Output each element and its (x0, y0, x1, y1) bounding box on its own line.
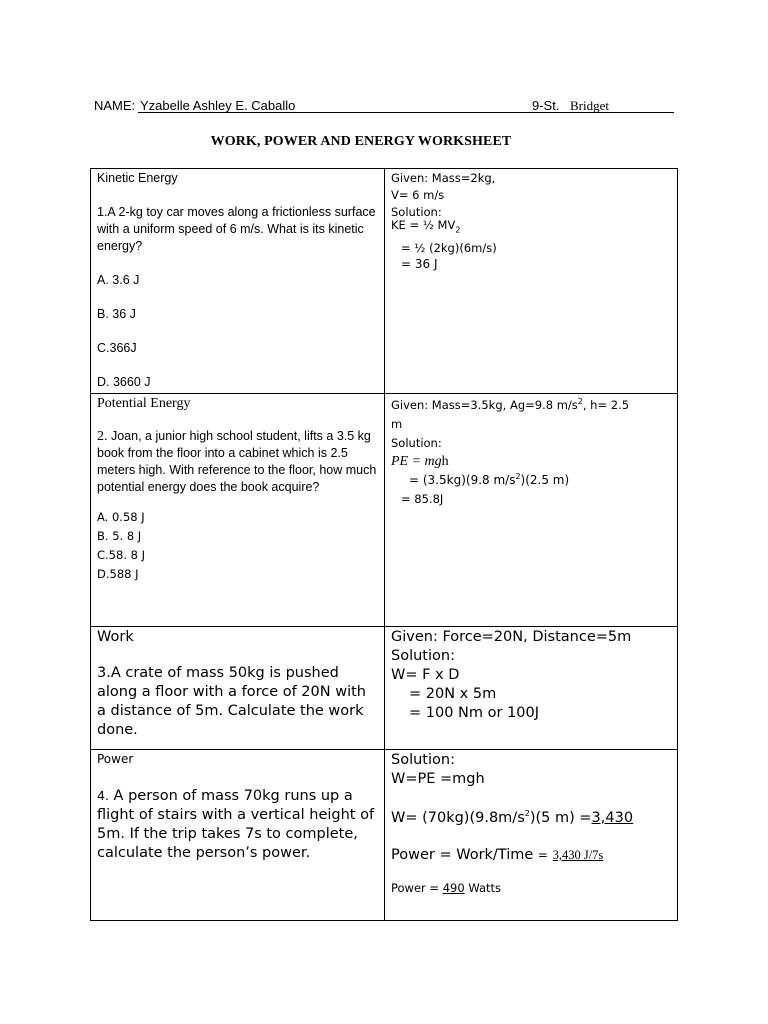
question-text: 1.A 2-kg toy car moves along a frictionless surface with a uniform speed of 6 m/s. What is its kinetic energy? (97, 205, 376, 253)
given-line: Given: Force=20N, Distance=5m (391, 629, 632, 645)
question-text: 2. Joan, a junior high school student, lifts a 3.5 kg book from the floor into a cabinet which is 2.5 meters high. With reference to the floor, how much potential energy does the book acquire? (97, 429, 377, 494)
question-text: 3.A crate of mass 50kg is pushed along a floor with a force of 20N with a distance of 5m. Calculate the work done. (97, 665, 366, 738)
question-cell (91, 750, 385, 921)
table-row (91, 394, 678, 627)
topic-label: Potential Energy (97, 396, 191, 411)
option-b: B. 36 J (97, 307, 136, 321)
option-list (97, 508, 378, 584)
worksheet-title: WORK, POWER AND ENERGY WORKSHEET (210, 134, 512, 149)
topic-label: Work (97, 629, 134, 645)
work-calculation: $W= (70kg)(9.8m/s^2)(5$ m) =3,430 (391, 809, 634, 826)
answer-cell (385, 627, 678, 750)
option-d: D. 3660 J (97, 375, 151, 389)
option-c: C.366J (97, 341, 137, 355)
power-calculation: Power = Work/Time = 3,430 J/7s (391, 847, 604, 863)
solution-step: = 85.8J (401, 492, 444, 506)
option-c: C.58. 8 J (97, 548, 145, 562)
worksheet-table (90, 168, 678, 921)
solution-step: = 100 Nm or 100J (409, 705, 540, 721)
formula-line: W= F x D (391, 667, 460, 683)
section-field (566, 98, 674, 113)
name-value: Yzabelle Ashley E. Caballo (140, 98, 296, 113)
option-a: A. 3.6 J (97, 273, 140, 287)
solution-label: Solution: (391, 752, 455, 768)
given-line: Given: Mass=2kg, (391, 171, 496, 185)
solution-step: = (3.5kg)(9.8 $m/s^2)(2.5$ m) (409, 472, 570, 487)
topic-label: Power (97, 752, 134, 766)
answer-cell (385, 169, 678, 394)
power-result: Power = 490 Watts (391, 881, 502, 895)
solution-label: Solution: (391, 648, 455, 664)
question-cell (91, 627, 385, 750)
topic-label: Kinetic Energy (97, 171, 178, 185)
answer-cell (385, 394, 678, 627)
name-label: NAME: (94, 98, 136, 113)
table-row (91, 169, 678, 394)
solution-label: Solution: (391, 436, 442, 450)
solution-label: Solution: (391, 205, 442, 219)
formula-line: PE = mgh (391, 454, 449, 469)
solution-step: = 20N x 5m (409, 686, 497, 702)
given-line: Given: Mass=3.5kg, Ag=9.8 $m/s^2$, h= 2.5 (391, 397, 630, 412)
question-text: 4. A person of mass 70kg runs up a flight of stairs with a vertical height of 5m. If the trip takes 7s to complete, calculate the person’s power. (97, 788, 375, 861)
solution-step: = 36 J (401, 257, 438, 271)
question-cell (91, 169, 385, 394)
student-header (94, 98, 674, 116)
option-b: B. 5. 8 J (97, 529, 142, 543)
given-line: m (391, 417, 403, 431)
given-line: V= 6 m/s (391, 188, 445, 202)
formula-line: W=PE =mgh (391, 771, 485, 787)
solution-step: = ½ (2kg)(6m/s) (401, 241, 497, 255)
answer-cell (385, 750, 678, 921)
option-a: A. 0.58 J (97, 510, 145, 524)
question-cell (91, 394, 385, 627)
formula-line: KE = ½ $MV_2$ (391, 218, 461, 235)
section-label: 9-St. (532, 98, 560, 113)
section-value: Bridget (570, 98, 609, 113)
table-row (91, 750, 678, 921)
option-d: D.588 J (97, 567, 139, 581)
table-row (91, 627, 678, 750)
